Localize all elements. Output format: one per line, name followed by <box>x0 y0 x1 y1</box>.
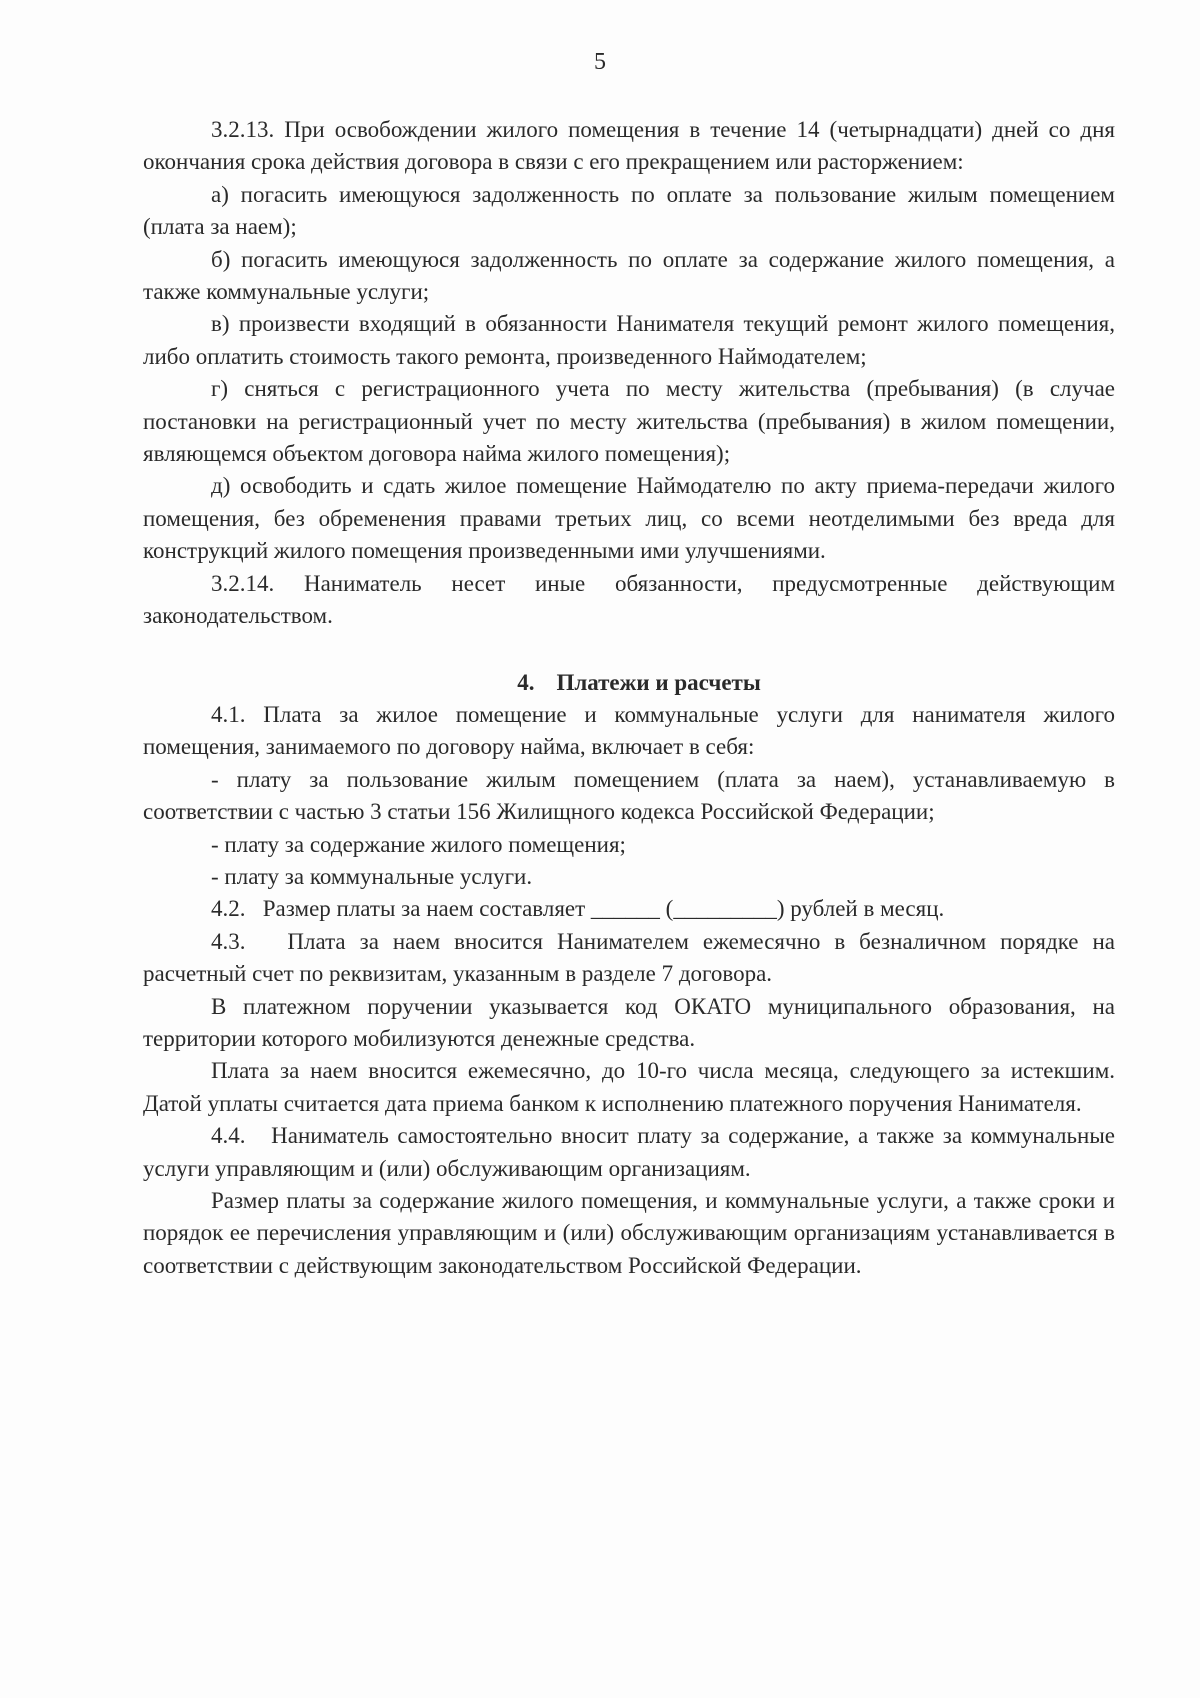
paragraph-item-v: в) произвести входящий в обязанности Нанимателя текущий ремонт жилого помещения, либо оплатить стоимость такого ремонта, произведенного Наймодателем; <box>143 311 1115 369</box>
page-number: 5 <box>594 49 606 75</box>
section-number: 4. <box>517 669 535 695</box>
paragraph-item-d: д) освободить и сдать жилое помещение Наймодателю по акту приема-передачи жилого помещения, без обременения правами третьих лиц, со всеми неотделимыми без вреда для конструкций жилого помещения произведенными ими улучшениями. <box>143 473 1115 564</box>
paragraph-utilities-fee: - плату за коммунальные услуги. <box>211 863 533 889</box>
section-heading <box>143 667 1115 699</box>
section-title: Платежи и расчеты <box>556 669 761 695</box>
paragraph-4-4: 4.4. Наниматель самостоятельно вносит плату за содержание, а также за коммунальные услуги управляющим и (или) обслуживающим организациям. <box>143 1123 1121 1181</box>
paragraph-item-b: б) погасить имеющуюся задолженность по оплате за содержание жилого помещения, а также коммунальные услуги; <box>143 246 1115 305</box>
paragraph-item-a: а) погасить имеющуюся задолженность по оплате за пользование жилым помещением (плата за наем); <box>143 181 1115 240</box>
paragraph-fee-amount: Размер платы за содержание жилого помещения, и коммунальные услуги, а также сроки и порядок ее перечисления управляющим и (или) обслуживающим организациям устанавливается в соответствии с действующим законодательством Российской Федерации. <box>143 1188 1115 1278</box>
paragraph-3-2-14: 3.2.14. Наниматель несет иные обязанности, предусмотренные действующим законодательством. <box>143 570 1115 629</box>
paragraph-payment-deadline: Плата за наем вносится ежемесячно, до 10-го числа месяца, следующего за истекшим. Датой уплаты считается дата приема банком к исполнению платежного поручения Нанимателя. <box>143 1058 1115 1116</box>
paragraph-maintenance-fee: - плату за содержание жилого помещения; <box>211 831 626 857</box>
paragraph-okato: В платежном поручении указывается код ОКАТО муниципального образования, на территории которого мобилизуются денежные средства. <box>143 993 1115 1051</box>
paragraph-4-1: 4.1. Плата за жилое помещение и коммунальные услуги для нанимателя жилого помещения, занимаемого по договору найма, включает в себя: <box>143 701 1115 760</box>
document-body <box>143 114 1121 1282</box>
paragraph-4-2: 4.2. Размер платы за наем составляет ______ (_________) рублей в месяц. <box>211 896 945 922</box>
paragraph-3-2-13: 3.2.13. При освобождении жилого помещения в течение 14 (четырнадцати) дней со дня окончания срока действия договора в связи с его прекращением или расторжением: <box>143 117 1115 175</box>
paragraph-4-3: 4.3. Плата за наем вносится Нанимателем ежемесячно в безналичном порядке на расчетный счет по реквизитам, указанным в разделе 7 договора. <box>143 928 1121 987</box>
paragraph-rent-fee: - плату за пользование жилым помещением (плата за наем), устанавливаемую в соответствии с частью 3 статьи 156 Жилищного кодекса Российской Федерации; <box>143 766 1115 825</box>
paragraph-item-g: г) сняться с регистрационного учета по месту жительства (пребывания) (в случае постановки на регистрационный учет по месту жительства (пребывания) в жилом помещении, являющемся объектом договора найма жилого помещения); <box>143 376 1115 467</box>
